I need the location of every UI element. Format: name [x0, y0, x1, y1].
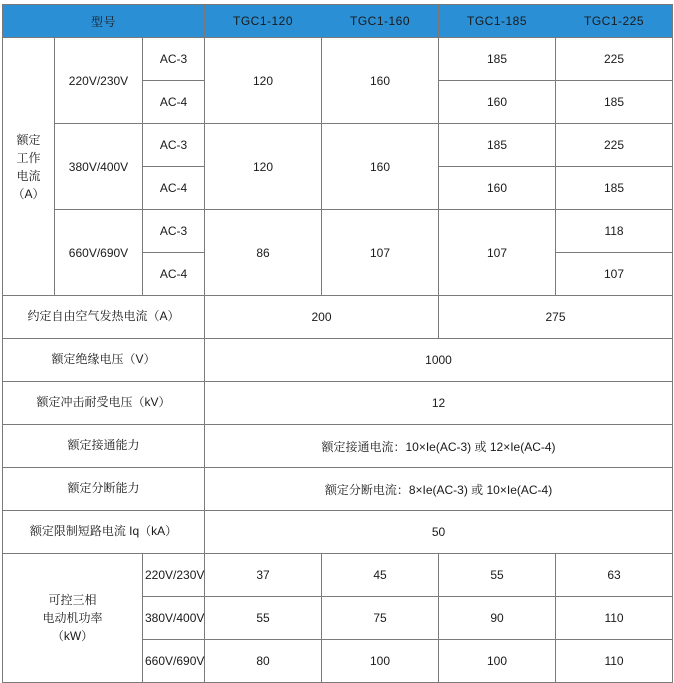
header-model-1: TGC1-120 — [205, 5, 322, 38]
value-cell: 110 — [556, 640, 673, 683]
utilization-category-ac3: AC-3 — [143, 124, 205, 167]
motor-voltage-660: 660V/690V — [143, 640, 205, 683]
value-cell: 160 — [322, 38, 439, 124]
value-cell: 118 — [556, 210, 673, 253]
motor-voltage-380: 380V/400V — [143, 597, 205, 640]
motor-label-line-2: 电动机功率 — [42, 611, 103, 625]
value-cell: 185 — [556, 167, 673, 210]
value-cell: 12 — [205, 382, 673, 425]
spec-sheet — [0, 4, 674, 668]
value-cell: 110 — [556, 597, 673, 640]
row-label-thermal-current: 约定自由空气发热电流（A） — [3, 296, 205, 339]
voltage-label-220: 220V/230V — [55, 38, 143, 124]
header-model-3: TGC1-185 — [439, 5, 556, 38]
utilization-category-ac3: AC-3 — [143, 38, 205, 81]
utilization-category-ac4: AC-4 — [143, 81, 205, 124]
row-label-short-circuit-current: 额定限制短路电流 Iq（kA） — [3, 511, 205, 554]
value-cell: 45 — [322, 554, 439, 597]
voltage-label-660: 660V/690V — [55, 210, 143, 296]
table-row — [3, 124, 673, 167]
value-cell: 50 — [205, 511, 673, 554]
table-row — [3, 210, 673, 253]
motor-label-line-1: 可控三相 — [48, 593, 97, 607]
table-row — [3, 382, 673, 425]
header-model-label: 型号 — [3, 5, 205, 38]
header-row — [3, 5, 673, 38]
value-cell: 额定分断电流：8×Ie(AC-3) 或 10×Ie(AC-4) — [205, 468, 673, 511]
value-cell: 225 — [556, 124, 673, 167]
value-cell: 1000 — [205, 339, 673, 382]
value-cell: 275 — [439, 296, 673, 339]
row-label-impulse-voltage: 额定冲击耐受电压（kV） — [3, 382, 205, 425]
group-label-line-1: 额定 — [16, 132, 41, 147]
value-cell: 86 — [205, 210, 322, 296]
table-row — [3, 339, 673, 382]
value-cell: 160 — [439, 81, 556, 124]
table-body — [3, 38, 673, 683]
rated-current-group-label — [3, 38, 55, 296]
value-cell: 55 — [205, 597, 322, 640]
table-row — [3, 511, 673, 554]
value-cell: 100 — [322, 640, 439, 683]
value-cell: 160 — [322, 124, 439, 210]
value-cell: 185 — [556, 81, 673, 124]
value-cell: 160 — [439, 167, 556, 210]
table-header — [3, 5, 673, 38]
value-cell: 63 — [556, 554, 673, 597]
motor-label-line-3: （kW） — [51, 629, 94, 643]
value-cell: 200 — [205, 296, 439, 339]
motor-power-group-label — [3, 554, 143, 683]
row-label-making-capacity: 额定接通能力 — [3, 425, 205, 468]
table-row — [3, 38, 673, 81]
header-model-4: TGC1-225 — [556, 5, 673, 38]
header-model-2: TGC1-160 — [322, 5, 439, 38]
motor-voltage-220: 220V/230V — [143, 554, 205, 597]
voltage-label-380: 380V/400V — [55, 124, 143, 210]
utilization-category-ac4: AC-4 — [143, 253, 205, 296]
table-row — [3, 468, 673, 511]
value-cell: 185 — [439, 38, 556, 81]
utilization-category-ac3: AC-3 — [143, 210, 205, 253]
value-cell: 120 — [205, 124, 322, 210]
value-cell: 37 — [205, 554, 322, 597]
row-label-insulation-voltage: 额定绝缘电压（V） — [3, 339, 205, 382]
row-label-breaking-capacity: 额定分断能力 — [3, 468, 205, 511]
group-label-line-2: 工作 — [16, 150, 41, 165]
group-label-line-4: （A） — [12, 186, 45, 201]
value-cell: 75 — [322, 597, 439, 640]
table-row — [3, 554, 673, 597]
group-label-line-3: 电流 — [16, 168, 41, 183]
value-cell: 100 — [439, 640, 556, 683]
table-row — [3, 425, 673, 468]
utilization-category-ac4: AC-4 — [143, 167, 205, 210]
value-cell: 107 — [322, 210, 439, 296]
specification-table — [2, 4, 673, 683]
value-cell: 额定接通电流：10×Ie(AC-3) 或 12×Ie(AC-4) — [205, 425, 673, 468]
value-cell: 225 — [556, 38, 673, 81]
value-cell: 185 — [439, 124, 556, 167]
table-row — [3, 296, 673, 339]
value-cell: 107 — [556, 253, 673, 296]
value-cell: 120 — [205, 38, 322, 124]
value-cell: 107 — [439, 210, 556, 296]
value-cell: 80 — [205, 640, 322, 683]
value-cell: 55 — [439, 554, 556, 597]
value-cell: 90 — [439, 597, 556, 640]
